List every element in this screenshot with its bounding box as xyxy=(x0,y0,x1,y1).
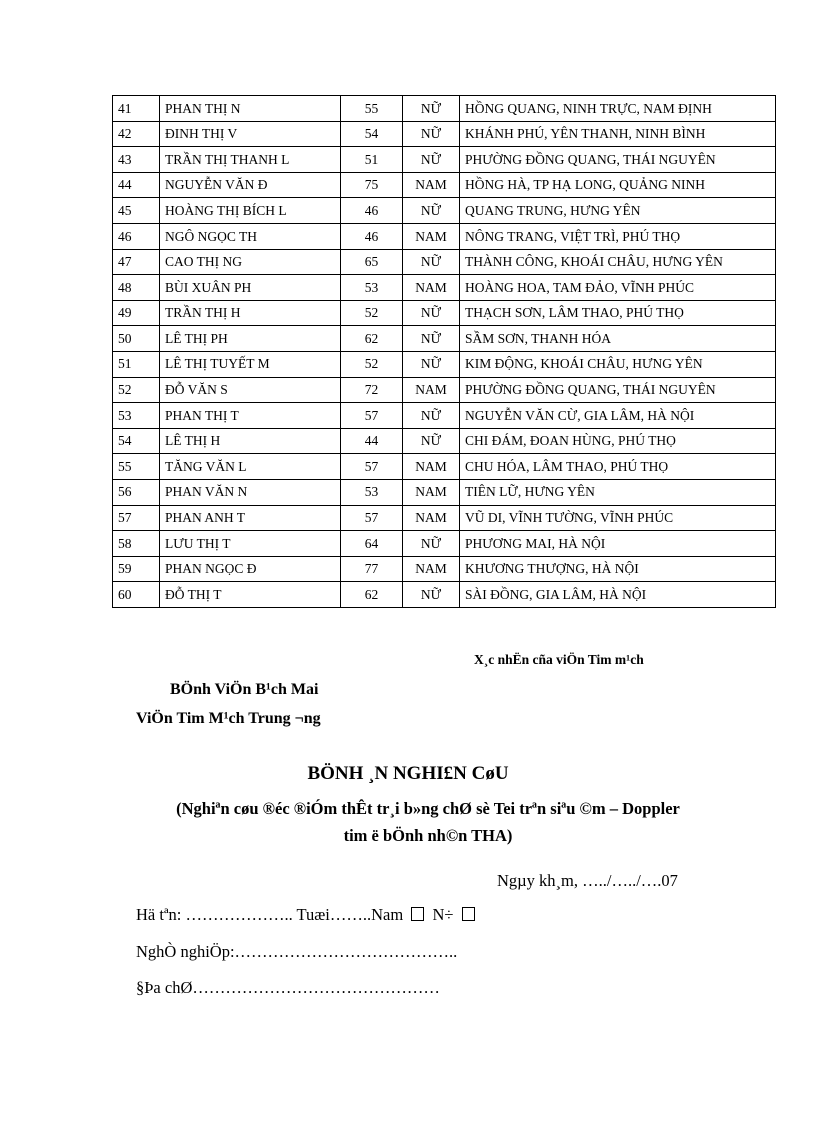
form-title: BÖNH ¸N NGHI£N CøU xyxy=(307,763,509,784)
table-row xyxy=(113,223,776,249)
patient-table xyxy=(112,95,776,608)
patient-address: NGUYỄN VĂN CỪ, GIA LÂM, HÀ NỘI xyxy=(460,403,776,429)
patient-address: CHI ĐÁM, ĐOAN HÙNG, PHÚ THỌ xyxy=(460,428,776,454)
patient-age: 46 xyxy=(341,223,403,249)
patient-address: VŨ DI, VĨNH TƯỜNG, VĨNH PHÚC xyxy=(460,505,776,531)
patient-age: 57 xyxy=(341,403,403,429)
patient-name: NGÔ NGỌC TH xyxy=(160,223,341,249)
table-row xyxy=(113,275,776,301)
patient-sex: NAM xyxy=(403,223,460,249)
patient-address: PHƯỜNG ĐỒNG QUANG, THÁI NGUYÊN xyxy=(460,147,776,173)
row-number: 60 xyxy=(113,582,160,608)
patient-age: 65 xyxy=(341,249,403,275)
patient-age: 77 xyxy=(341,556,403,582)
patient-name: LÊ THỊ PH xyxy=(160,326,341,352)
patient-name: LÊ THỊ H xyxy=(160,428,341,454)
patient-sex: NỮ xyxy=(403,121,460,147)
patient-sex: NỮ xyxy=(403,249,460,275)
patient-age: 57 xyxy=(341,505,403,531)
patient-name: ĐỖ THỊ T xyxy=(160,582,341,608)
patient-name: BÙI XUÂN PH xyxy=(160,275,341,301)
table-row xyxy=(113,96,776,122)
table-row xyxy=(113,505,776,531)
patient-address: SÀI ĐỒNG, GIA LÂM, HÀ NỘI xyxy=(460,582,776,608)
patient-age: 52 xyxy=(341,300,403,326)
occupation-field: NghÒ nghiÖp:………………………………….. xyxy=(136,942,458,961)
confirmation-text: X¸c nhËn cña viÖn Tim m¹ch xyxy=(474,652,644,667)
row-number: 57 xyxy=(113,505,160,531)
patient-age: 62 xyxy=(341,582,403,608)
patient-name: CAO THỊ NG xyxy=(160,249,341,275)
patient-name: LƯU THỊ T xyxy=(160,531,341,557)
table-row xyxy=(113,531,776,557)
table-row xyxy=(113,121,776,147)
patient-sex: NỮ xyxy=(403,582,460,608)
patient-sex: NAM xyxy=(403,172,460,198)
patient-age: 44 xyxy=(341,428,403,454)
patient-name: TRẦN THỊ THANH L xyxy=(160,147,341,173)
patient-age: 72 xyxy=(341,377,403,403)
patient-address: PHƯỜNG ĐỒNG QUANG, THÁI NGUYÊN xyxy=(460,377,776,403)
form-subtitle-line2: tim ë bÖnh nh©n THA) xyxy=(343,826,513,845)
patient-sex: NỮ xyxy=(403,300,460,326)
patient-name: PHAN ANH T xyxy=(160,505,341,531)
row-number: 44 xyxy=(113,172,160,198)
male-checkbox[interactable] xyxy=(411,907,424,921)
table-row xyxy=(113,582,776,608)
row-number: 43 xyxy=(113,147,160,173)
row-number: 58 xyxy=(113,531,160,557)
patient-name: ĐỖ VĂN S xyxy=(160,377,341,403)
patient-sex: NAM xyxy=(403,556,460,582)
table-row xyxy=(113,172,776,198)
table-row xyxy=(113,428,776,454)
patient-sex: NỮ xyxy=(403,351,460,377)
exam-date: Ngµy kh¸m, …../…../….07 xyxy=(497,871,678,890)
patient-sex: NỮ xyxy=(403,326,460,352)
row-number: 59 xyxy=(113,556,160,582)
patient-name: TRẦN THỊ H xyxy=(160,300,341,326)
patient-age: 64 xyxy=(341,531,403,557)
patient-sex: NAM xyxy=(403,454,460,480)
patient-name: LÊ THỊ TUYẾT M xyxy=(160,351,341,377)
row-number: 47 xyxy=(113,249,160,275)
patient-name: PHAN NGỌC Đ xyxy=(160,556,341,582)
form-subtitle-line1: (Nghiªn cøu ®éc ®iÓm thÊt tr¸i b»ng chØ sè Tei trªn siªu ©m – Doppler xyxy=(176,799,680,818)
hospital-name: BÖnh ViÖn B¹ch Mai xyxy=(170,681,319,698)
patient-address: HỒNG HÀ, TP HẠ LONG, QUẢNG NINH xyxy=(460,172,776,198)
patient-sex: NỮ xyxy=(403,428,460,454)
table-row xyxy=(113,377,776,403)
patient-address: NÔNG TRANG, VIỆT TRÌ, PHÚ THỌ xyxy=(460,223,776,249)
table-row xyxy=(113,556,776,582)
table-row xyxy=(113,326,776,352)
female-checkbox[interactable] xyxy=(462,907,475,921)
row-number: 45 xyxy=(113,198,160,224)
name-age-label: Hä tªn: ……………….. Tuæi……..Nam xyxy=(136,905,404,924)
patient-sex: NAM xyxy=(403,377,460,403)
patient-address: QUANG TRUNG, HƯNG YÊN xyxy=(460,198,776,224)
row-number: 41 xyxy=(113,96,160,122)
patient-address: SẦM SƠN, THANH HÓA xyxy=(460,326,776,352)
patient-sex: NAM xyxy=(403,505,460,531)
patient-sex: NỮ xyxy=(403,96,460,122)
patient-name: PHAN THỊ N xyxy=(160,96,341,122)
patient-age: 57 xyxy=(341,454,403,480)
address-field: §Þa chØ……………………………………… xyxy=(136,978,440,997)
patient-sex: NỮ xyxy=(403,531,460,557)
patient-sex: NỮ xyxy=(403,198,460,224)
name-field xyxy=(136,905,479,925)
row-number: 53 xyxy=(113,403,160,429)
patient-address: CHU HÓA, LÂM THAO, PHÚ THỌ xyxy=(460,454,776,480)
patient-sex: NỮ xyxy=(403,403,460,429)
row-number: 46 xyxy=(113,223,160,249)
patient-sex: NAM xyxy=(403,275,460,301)
patient-age: 75 xyxy=(341,172,403,198)
row-number: 54 xyxy=(113,428,160,454)
row-number: 48 xyxy=(113,275,160,301)
patient-sex: NỮ xyxy=(403,147,460,173)
patient-name: PHAN VĂN N xyxy=(160,479,341,505)
patient-address: KIM ĐỘNG, KHOÁI CHÂU, HƯNG YÊN xyxy=(460,351,776,377)
table-row xyxy=(113,147,776,173)
patient-address: TIÊN LỮ, HƯNG YÊN xyxy=(460,479,776,505)
row-number: 52 xyxy=(113,377,160,403)
patient-sex: NAM xyxy=(403,479,460,505)
row-number: 55 xyxy=(113,454,160,480)
table-row xyxy=(113,351,776,377)
patient-address: KHÁNH PHÚ, YÊN THANH, NINH BÌNH xyxy=(460,121,776,147)
patient-age: 46 xyxy=(341,198,403,224)
row-number: 51 xyxy=(113,351,160,377)
table-row xyxy=(113,198,776,224)
patient-age: 53 xyxy=(341,275,403,301)
patient-address: HOÀNG HOA, TAM ĐẢO, VĨNH PHÚC xyxy=(460,275,776,301)
table-row xyxy=(113,300,776,326)
patient-address: THẠCH SƠN, LÂM THAO, PHÚ THỌ xyxy=(460,300,776,326)
table-row xyxy=(113,454,776,480)
female-label: N÷ xyxy=(432,905,454,924)
patient-age: 54 xyxy=(341,121,403,147)
patient-age: 52 xyxy=(341,351,403,377)
table-row xyxy=(113,249,776,275)
patient-age: 53 xyxy=(341,479,403,505)
patient-address: KHƯƠNG THƯỢNG, HÀ NỘI xyxy=(460,556,776,582)
table-row xyxy=(113,403,776,429)
patient-address: PHƯƠNG MAI, HÀ NỘI xyxy=(460,531,776,557)
patient-name: NGUYỄN VĂN Đ xyxy=(160,172,341,198)
patient-age: 62 xyxy=(341,326,403,352)
patient-age: 51 xyxy=(341,147,403,173)
patient-address: HỒNG QUANG, NINH TRỰC, NAM ĐỊNH xyxy=(460,96,776,122)
patient-name: HOÀNG THỊ BÍCH L xyxy=(160,198,341,224)
patient-address: THÀNH CÔNG, KHOÁI CHÂU, HƯNG YÊN xyxy=(460,249,776,275)
patient-name: TĂNG VĂN L xyxy=(160,454,341,480)
institute-name: ViÖn Tim M¹ch Trung ¬ng xyxy=(136,710,321,727)
patient-age: 55 xyxy=(341,96,403,122)
patient-name: ĐINH THỊ V xyxy=(160,121,341,147)
row-number: 56 xyxy=(113,479,160,505)
row-number: 50 xyxy=(113,326,160,352)
row-number: 49 xyxy=(113,300,160,326)
table-row xyxy=(113,479,776,505)
patient-name: PHAN THỊ T xyxy=(160,403,341,429)
row-number: 42 xyxy=(113,121,160,147)
